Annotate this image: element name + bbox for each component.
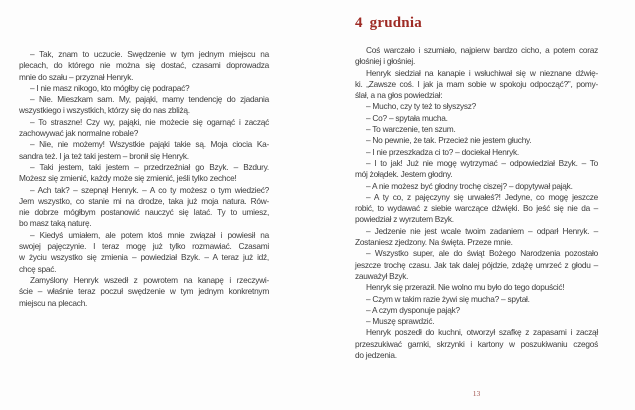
- text-line: przeszukiwać garnki, skrzynki i kartony w poszukiwaniu czegoś: [355, 338, 598, 349]
- text-line: plecach, do którego nie można się dostać, czasami doprowadza: [19, 60, 269, 71]
- text-line: miejscu na plecach.: [19, 297, 88, 308]
- paragraph: [19, 162, 269, 185]
- text-line: powiedział z wyrzutem Bzyk.: [355, 214, 454, 225]
- text-line: Możesz się zmienić, każdy może się zmienić, jeśli tylko zechce!: [19, 173, 237, 184]
- paragraph: [355, 294, 598, 305]
- text-line: – I nie masz nikogo, kto mógłby cię podrapać?: [30, 82, 190, 93]
- text-line: nie dobrze mógłbym postanowić nauczyć się latać. Ty to umiesz,: [19, 207, 269, 218]
- paragraph: [19, 49, 269, 83]
- paragraph: [355, 192, 598, 226]
- text-line: ślał, a na głos powiedział:: [355, 90, 443, 101]
- text-line: – A czym dysponuje pająk?: [366, 304, 460, 315]
- text-line: – Mucho, czy ty też to słyszysz?: [366, 101, 477, 112]
- chapter-heading: 4 grudnia: [355, 15, 422, 31]
- left-text-column: [19, 49, 269, 309]
- right-page: [355, 0, 598, 410]
- text-line: mój żołądek. Jestem głodny.: [355, 169, 453, 180]
- text-line: Zamyślony Henryk wszedł z powrotem na kanapę i rzeczywi-: [30, 274, 269, 285]
- text-line: – A ty co, z pajęczyny się urwałeś?! Jedyne, co mogę jeszcze: [366, 191, 598, 202]
- left-page: [19, 0, 269, 410]
- paragraph: [355, 327, 598, 361]
- paragraph: [355, 147, 598, 158]
- paragraph: [19, 94, 269, 117]
- text-line: – Kiedyś umiałem, ale potem ktoś mnie związał i powiesił na: [30, 229, 269, 240]
- text-line: – Czym w takim razie żywi się mucha? – spytał.: [366, 293, 530, 304]
- text-line: – A nie możesz być głodny trochę ciszej? – dopytywał pająk.: [366, 180, 573, 191]
- text-line: – Nie. Mieszkam sam. My, pająki, mamy tendencję do zjadania: [30, 94, 269, 105]
- paragraph: [19, 230, 269, 275]
- text-line: – Tak, znam to uczucie. Swędzenie w tym jednym miejscu na: [30, 49, 269, 59]
- paragraph: [355, 158, 598, 181]
- text-line: – Taki jestem, taki jestem – przedrzeźniał go Bzyk. – Bzdury.: [30, 161, 269, 172]
- text-line: chcę spać.: [19, 263, 57, 274]
- paragraph: [355, 113, 598, 124]
- page-number: 13: [472, 389, 481, 398]
- text-line: mnie do szału – przyznał Henryk.: [19, 71, 134, 82]
- text-line: bo masz taką naturę.: [19, 218, 92, 229]
- text-line: – Wszystko super, ale do świąt Bożego Narodzenia pozostało: [366, 248, 598, 259]
- text-line: Henryk siedział na kanapie i wsłuchiwał się w nieznane dźwię-: [366, 67, 598, 78]
- text-line: ście – właśnie teraz poczuł swędzenie w tym jednym konkretnym: [19, 286, 269, 297]
- text-line: – Ach tak? – szepnął Henryk. – A co ty możesz o tym wiedzieć?: [30, 184, 269, 195]
- text-line: sandra też. I ja też taki jestem – bronił się Henryk.: [19, 150, 189, 161]
- text-line: – I nie przeszkadza ci to? – dociekał Henryk.: [366, 146, 519, 157]
- text-line: – To straszne! Czy wy, pająki, nie możecie się ogarnąć i zacząć: [30, 116, 269, 127]
- paragraph: [355, 305, 598, 316]
- text-line: Coś warczało i szumiało, najpierw bardzo cicho, a potem coraz: [366, 45, 598, 55]
- paragraph: [19, 139, 269, 162]
- paragraph: [355, 316, 598, 327]
- text-line: – Co? – spytała mucha.: [366, 112, 448, 123]
- text-line: – Muszę sprawdzić.: [366, 316, 435, 327]
- text-line: zachowywać jak normalne robale?: [19, 128, 139, 139]
- text-line: wszystkiego i wszystkich, którzy się do nas zbliżą.: [19, 105, 190, 116]
- text-line: – Nie, nie możemy! Wszystkie pająki takie są. Moja ciocia Ka-: [30, 139, 269, 150]
- paragraph: [355, 45, 598, 68]
- text-line: – I to jak! Już nie mogę wytrzymać – odpowiedział Bzyk. – To: [366, 157, 598, 168]
- text-line: głośniej i głośniej.: [355, 56, 416, 67]
- text-line: ki. „Zawsze coś. I jak ja mam sobie w spokoju odpocząć?”, pomy-: [355, 78, 598, 89]
- text-line: do jedzenia.: [355, 350, 397, 361]
- paragraph: [355, 124, 598, 135]
- paragraph: [355, 135, 598, 146]
- paragraph: [19, 185, 269, 230]
- text-line: – To warczenie, ten szum.: [366, 124, 456, 135]
- paragraph: [19, 83, 269, 94]
- paragraph: [355, 248, 598, 282]
- text-line: robić, to wydawać z siebie warczące dźwięki. Bo jeść się nie da –: [355, 203, 598, 214]
- paragraph: [355, 226, 598, 249]
- paragraph: [355, 101, 598, 112]
- paragraph: [355, 181, 598, 192]
- text-line: jeszcze trochę czasu. Jak tak dalej pójdzie, zdążę umrzeć z głodu –: [355, 259, 598, 270]
- text-line: w życiu wszystko się zmienia – powiedział Bzyk. – A teraz już idź,: [19, 252, 269, 263]
- paragraph: [19, 275, 269, 309]
- text-line: Zostaniesz zjedzony. Na święta. Przeze mnie.: [355, 237, 513, 248]
- right-text-column: [355, 45, 598, 361]
- text-line: swojej pajęczynie. I teraz mogę już tylko rozmawiać. Czasami: [19, 241, 269, 252]
- paragraph: [355, 68, 598, 102]
- text-line: zauważył Bzyk.: [355, 270, 409, 281]
- text-line: – No pewnie, że tak. Przecież nie jestem głuchy.: [366, 135, 532, 146]
- text-line: Henryk poszedł do kuchni, otworzył szafkę z zapasami i zaczął: [366, 327, 598, 338]
- text-line: Henryk się przeraził. Nie wolno mu było do tego dopuścić!: [366, 282, 565, 293]
- paragraph: [19, 117, 269, 140]
- paragraph: [355, 282, 598, 293]
- text-line: Jem wszystko, co stanie mi na drodze, taka już moja natura. Rów-: [19, 195, 269, 206]
- text-line: – Jedzenie nie jest wcale twoim zadaniem – odparł Henryk. –: [366, 225, 598, 236]
